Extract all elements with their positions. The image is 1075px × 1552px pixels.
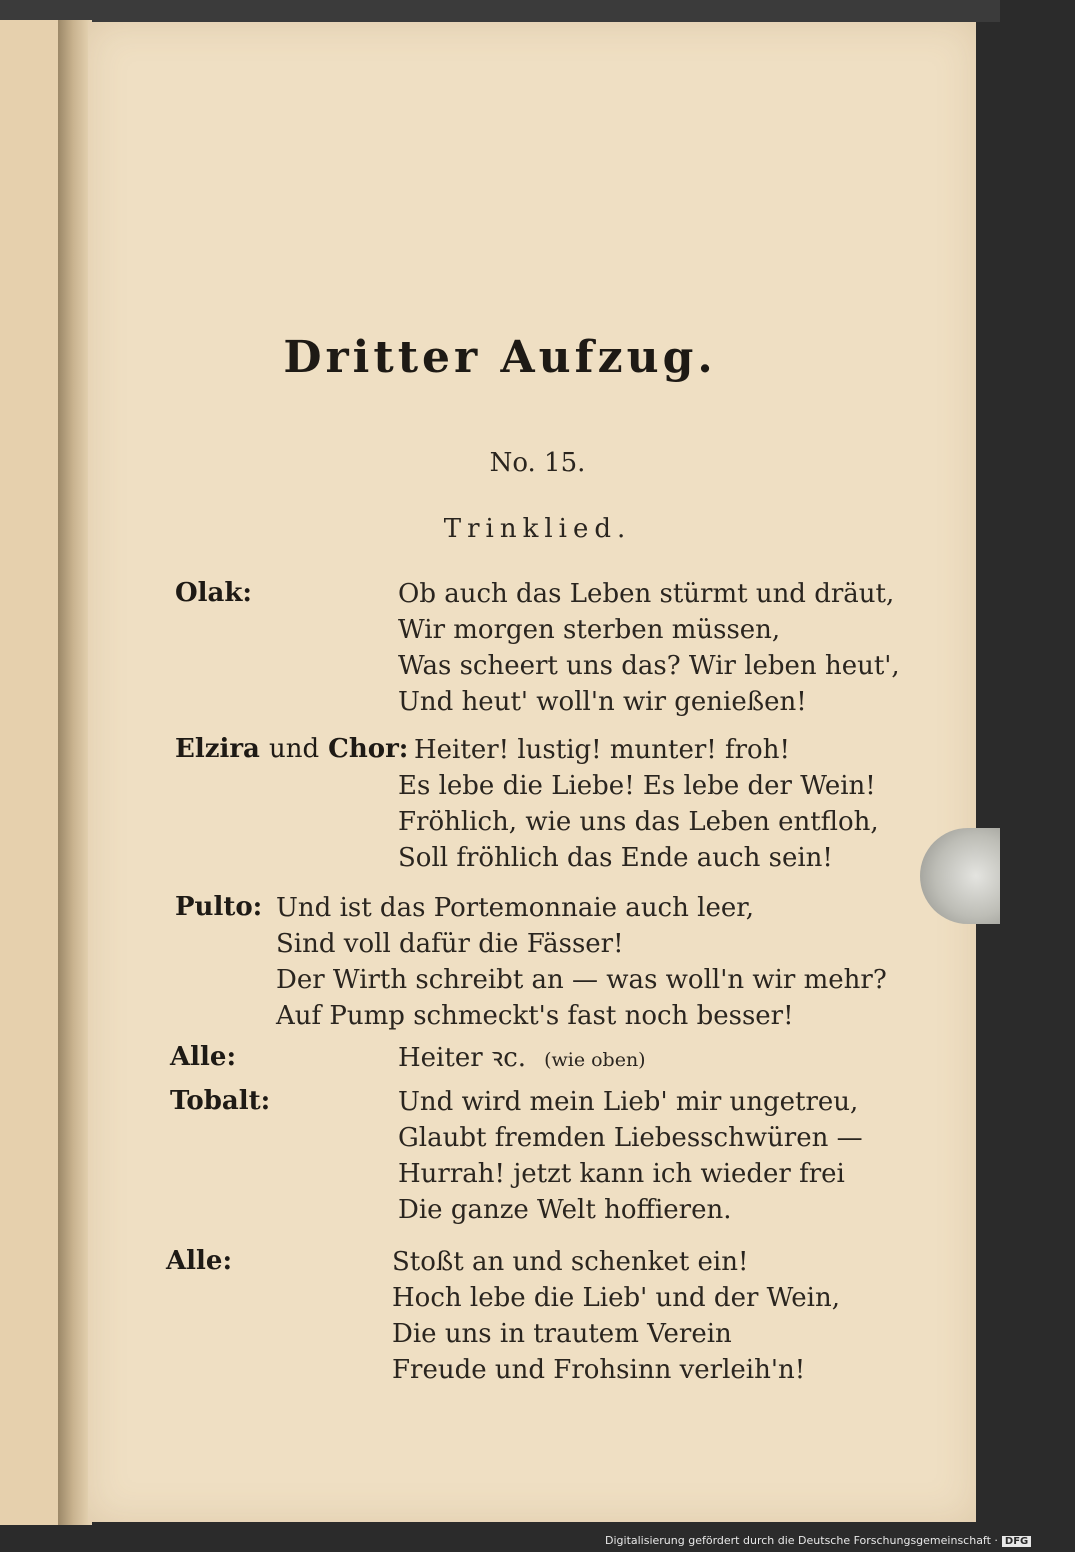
verse-line: Heiter! lustig! munter! froh! xyxy=(414,735,790,765)
speaker-pulto: Pulto: xyxy=(175,892,263,922)
song-title: Trinklied. xyxy=(443,514,632,544)
verse-line: Die uns in trautem Verein xyxy=(392,1319,732,1349)
book-gutter xyxy=(58,20,92,1525)
verse-line: Wir morgen sterben müssen, xyxy=(398,615,781,645)
credit-text: Digitalisierung gefördert durch die Deutsche Forschungsgemeinschaft · xyxy=(605,1534,998,1547)
act-title: Dritter Aufzug. xyxy=(283,332,717,383)
verse-pulto xyxy=(276,890,887,1034)
verse-elzira-chor xyxy=(398,732,879,876)
speaker-alle-final: Alle: xyxy=(166,1246,233,1276)
speaker-tobalt: Tobalt: xyxy=(170,1086,271,1116)
verse-line: Fröhlich, wie uns das Leben entfloh, xyxy=(398,807,879,837)
verse-alle-refrain xyxy=(398,1040,646,1076)
verse-line: Die ganze Welt hoffieren. xyxy=(398,1195,732,1225)
verse-line: Heiter ꝛc. xyxy=(398,1043,527,1073)
scan-top-edge xyxy=(0,0,1000,22)
verse-line: Stoßt an und schenket ein! xyxy=(392,1247,749,1277)
speaker-olak: Olak: xyxy=(175,578,252,608)
speaker-elzira: Elzira xyxy=(175,734,260,764)
verse-line: Hoch lebe die Lieb' und der Wein, xyxy=(392,1283,840,1313)
left-page-edge xyxy=(0,20,62,1525)
verse-line: Und wird mein Lieb' mir ungetreu, xyxy=(398,1087,859,1117)
verse-line: Ob auch das Leben stürmt und dräut, xyxy=(398,579,895,609)
speaker-chor: Chor: xyxy=(328,734,409,764)
verse-line: Sind voll dafür die Fässer! xyxy=(276,929,624,959)
verse-line: Und ist das Portemonnaie auch leer, xyxy=(276,893,755,923)
speaker-und: und xyxy=(268,734,320,764)
verse-tobalt xyxy=(398,1084,863,1228)
verse-line: Auf Pump schmeckt's fast noch besser! xyxy=(276,1001,794,1031)
verse-alle-final xyxy=(392,1244,840,1388)
stage-note: (wie oben) xyxy=(544,1049,646,1071)
verse-line: Was scheert uns das? Wir leben heut', xyxy=(398,651,900,681)
speaker-elzira-chor xyxy=(175,734,408,764)
digitization-credit xyxy=(605,1534,1031,1547)
verse-line: Hurrah! jetzt kann ich wieder frei xyxy=(398,1159,845,1189)
verse-line: Es lebe die Liebe! Es lebe der Wein! xyxy=(398,771,876,801)
verse-line: Freude und Frohsinn verleih'n! xyxy=(392,1355,806,1385)
verse-line: Und heut' woll'n wir genießen! xyxy=(398,687,807,717)
song-number: No. 15. xyxy=(489,448,586,478)
speaker-alle: Alle: xyxy=(170,1042,237,1072)
verse-line: Glaubt fremden Liebesschwüren — xyxy=(398,1123,863,1153)
dfg-logo: DFG xyxy=(1002,1536,1031,1547)
verse-olak xyxy=(398,576,900,720)
verse-line: Soll fröhlich das Ende auch sein! xyxy=(398,843,833,873)
verse-line: Der Wirth schreibt an — was woll'n wir mehr? xyxy=(276,965,887,995)
